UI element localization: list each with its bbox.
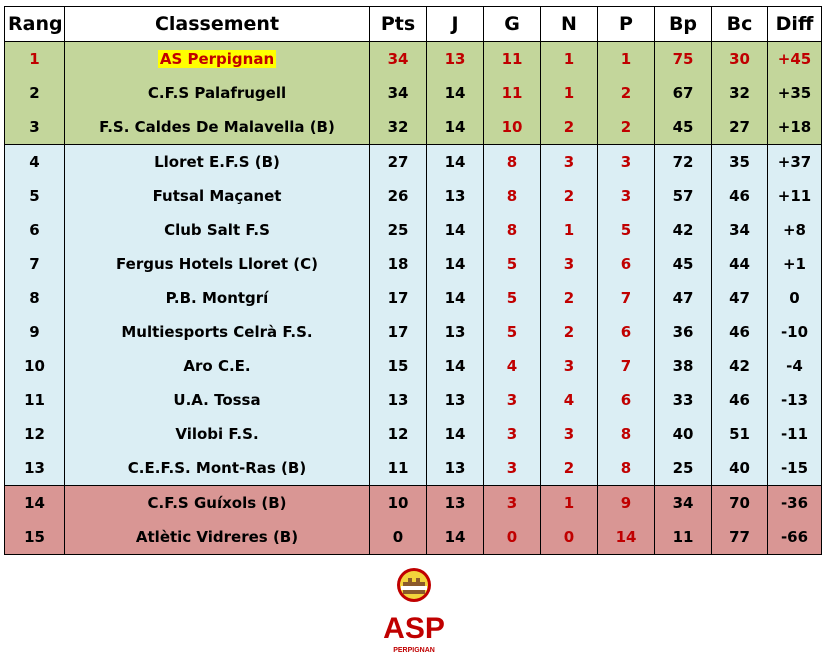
cell-g: 0 (484, 520, 541, 555)
cell-p: 6 (598, 247, 655, 281)
cell-pts: 25 (370, 213, 427, 247)
cell-p: 5 (598, 213, 655, 247)
cell-team: Club Salt F.S (65, 213, 370, 247)
cell-pts: 17 (370, 281, 427, 315)
table-row (5, 486, 822, 521)
cell-j: 13 (427, 383, 484, 417)
cell-n: 2 (541, 110, 598, 145)
cell-bp: 36 (655, 315, 712, 349)
cell-n: 0 (541, 520, 598, 555)
standings-table (4, 6, 822, 555)
table-row (5, 520, 822, 555)
cell-p: 8 (598, 417, 655, 451)
cell-n: 3 (541, 349, 598, 383)
cell-diff: +37 (768, 145, 822, 180)
cell-team: F.S. Caldes De Malavella (B) (65, 110, 370, 145)
cell-j: 14 (427, 281, 484, 315)
cell-n: 2 (541, 451, 598, 486)
cell-j: 14 (427, 247, 484, 281)
cell-p: 7 (598, 281, 655, 315)
cell-pts: 26 (370, 179, 427, 213)
cell-n: 3 (541, 247, 598, 281)
header-row (5, 7, 822, 42)
club-logo (379, 566, 449, 658)
cell-g: 4 (484, 349, 541, 383)
cell-pts: 12 (370, 417, 427, 451)
cell-n: 2 (541, 315, 598, 349)
cell-diff: +1 (768, 247, 822, 281)
cell-pts: 10 (370, 486, 427, 521)
cell-team: C.F.S Palafrugell (65, 76, 370, 110)
cell-n: 3 (541, 417, 598, 451)
cell-bc: 32 (712, 76, 768, 110)
header-classement: Classement (65, 7, 370, 42)
cell-bp: 40 (655, 417, 712, 451)
cell-bc: 47 (712, 281, 768, 315)
cell-diff: +8 (768, 213, 822, 247)
cell-pts: 13 (370, 383, 427, 417)
cell-bc: 70 (712, 486, 768, 521)
cell-pts: 11 (370, 451, 427, 486)
cell-p: 3 (598, 179, 655, 213)
cell-g: 3 (484, 417, 541, 451)
cell-g: 8 (484, 145, 541, 180)
cell-p: 2 (598, 110, 655, 145)
cell-n: 1 (541, 486, 598, 521)
cell-team: P.B. Montgrí (65, 281, 370, 315)
cell-bc: 35 (712, 145, 768, 180)
table-row (5, 417, 822, 451)
cell-pts: 27 (370, 145, 427, 180)
cell-bc: 30 (712, 42, 768, 77)
cell-diff: +11 (768, 179, 822, 213)
table-row (5, 213, 822, 247)
cell-g: 8 (484, 179, 541, 213)
cell-rang: 9 (5, 315, 65, 349)
table-row (5, 315, 822, 349)
cell-pts: 18 (370, 247, 427, 281)
cell-team: Vilobi F.S. (65, 417, 370, 451)
cell-bp: 25 (655, 451, 712, 486)
cell-team: Multiesports Celrà F.S. (65, 315, 370, 349)
header-pts: Pts (370, 7, 427, 42)
cell-g: 5 (484, 247, 541, 281)
club-crest-icon (397, 568, 431, 602)
cell-team: C.E.F.S. Mont-Ras (B) (65, 451, 370, 486)
cell-rang: 1 (5, 42, 65, 77)
cell-j: 14 (427, 110, 484, 145)
cell-bp: 33 (655, 383, 712, 417)
cell-diff: -66 (768, 520, 822, 555)
cell-bc: 46 (712, 383, 768, 417)
cell-rang: 13 (5, 451, 65, 486)
cell-bc: 46 (712, 179, 768, 213)
cell-g: 3 (484, 451, 541, 486)
cell-j: 13 (427, 486, 484, 521)
cell-bc: 34 (712, 213, 768, 247)
cell-team: Atlètic Vidreres (B) (65, 520, 370, 555)
cell-team: C.F.S Guíxols (B) (65, 486, 370, 521)
cell-p: 14 (598, 520, 655, 555)
cell-p: 8 (598, 451, 655, 486)
cell-diff: -36 (768, 486, 822, 521)
cell-team: Aro C.E. (65, 349, 370, 383)
cell-g: 11 (484, 76, 541, 110)
cell-diff: 0 (768, 281, 822, 315)
cell-bc: 44 (712, 247, 768, 281)
cell-pts: 0 (370, 520, 427, 555)
cell-j: 13 (427, 42, 484, 77)
cell-rang: 10 (5, 349, 65, 383)
cell-p: 3 (598, 145, 655, 180)
cell-pts: 34 (370, 42, 427, 77)
header-bc: Bc (712, 7, 768, 42)
cell-diff: +35 (768, 76, 822, 110)
logo-subtext: PERPIGNAN (393, 647, 435, 654)
cell-n: 3 (541, 145, 598, 180)
cell-bp: 38 (655, 349, 712, 383)
cell-j: 14 (427, 213, 484, 247)
header-g: G (484, 7, 541, 42)
cell-team: Futsal Maçanet (65, 179, 370, 213)
cell-pts: 32 (370, 110, 427, 145)
cell-rang: 12 (5, 417, 65, 451)
standings-wrapper (4, 6, 822, 555)
cell-team: Lloret E.F.S (B) (65, 145, 370, 180)
cell-pts: 34 (370, 76, 427, 110)
cell-j: 14 (427, 145, 484, 180)
cell-p: 1 (598, 42, 655, 77)
cell-diff: +45 (768, 42, 822, 77)
table-row (5, 383, 822, 417)
cell-n: 1 (541, 213, 598, 247)
table-row (5, 179, 822, 213)
cell-bp: 34 (655, 486, 712, 521)
cell-rang: 15 (5, 520, 65, 555)
table-row (5, 451, 822, 486)
cell-diff: -4 (768, 349, 822, 383)
cell-bp: 75 (655, 42, 712, 77)
cell-rang: 14 (5, 486, 65, 521)
cell-g: 5 (484, 281, 541, 315)
cell-rang: 6 (5, 213, 65, 247)
cell-bc: 46 (712, 315, 768, 349)
cell-diff: -10 (768, 315, 822, 349)
cell-g: 3 (484, 383, 541, 417)
cell-p: 7 (598, 349, 655, 383)
cell-p: 6 (598, 315, 655, 349)
cell-n: 1 (541, 42, 598, 77)
cell-bc: 42 (712, 349, 768, 383)
cell-j: 13 (427, 315, 484, 349)
cell-j: 14 (427, 76, 484, 110)
cell-g: 10 (484, 110, 541, 145)
cell-n: 2 (541, 179, 598, 213)
standings-body (5, 42, 822, 555)
cell-bp: 11 (655, 520, 712, 555)
cell-rang: 11 (5, 383, 65, 417)
table-row (5, 349, 822, 383)
table-row (5, 247, 822, 281)
cell-rang: 5 (5, 179, 65, 213)
cell-bc: 77 (712, 520, 768, 555)
cell-diff: -11 (768, 417, 822, 451)
cell-g: 3 (484, 486, 541, 521)
header-n: N (541, 7, 598, 42)
table-row (5, 281, 822, 315)
cell-p: 2 (598, 76, 655, 110)
cell-rang: 8 (5, 281, 65, 315)
cell-g: 8 (484, 213, 541, 247)
cell-n: 1 (541, 76, 598, 110)
cell-g: 5 (484, 315, 541, 349)
cell-p: 6 (598, 383, 655, 417)
cell-diff: -13 (768, 383, 822, 417)
cell-j: 13 (427, 451, 484, 486)
header-p: P (598, 7, 655, 42)
cell-n: 4 (541, 383, 598, 417)
table-row (5, 110, 822, 145)
cell-pts: 17 (370, 315, 427, 349)
cell-bp: 45 (655, 110, 712, 145)
header-diff: Diff (768, 7, 822, 42)
cell-rang: 7 (5, 247, 65, 281)
cell-bp: 57 (655, 179, 712, 213)
cell-pts: 15 (370, 349, 427, 383)
cell-bp: 45 (655, 247, 712, 281)
cell-j: 14 (427, 349, 484, 383)
cell-bc: 51 (712, 417, 768, 451)
highlighted-team-name: AS Perpignan (159, 50, 275, 68)
cell-n: 2 (541, 281, 598, 315)
cell-bp: 47 (655, 281, 712, 315)
cell-j: 13 (427, 179, 484, 213)
table-row (5, 76, 822, 110)
table-row (5, 42, 822, 77)
cell-diff: -15 (768, 451, 822, 486)
cell-team (65, 42, 370, 77)
logo-text: ASP (383, 612, 445, 645)
cell-bp: 42 (655, 213, 712, 247)
cell-j: 14 (427, 417, 484, 451)
cell-bp: 72 (655, 145, 712, 180)
cell-team: U.A. Tossa (65, 383, 370, 417)
cell-rang: 4 (5, 145, 65, 180)
cell-j: 14 (427, 520, 484, 555)
cell-rang: 2 (5, 76, 65, 110)
header-j: J (427, 7, 484, 42)
cell-bc: 27 (712, 110, 768, 145)
cell-p: 9 (598, 486, 655, 521)
cell-bp: 67 (655, 76, 712, 110)
cell-rang: 3 (5, 110, 65, 145)
cell-diff: +18 (768, 110, 822, 145)
cell-bc: 40 (712, 451, 768, 486)
table-row (5, 145, 822, 180)
cell-g: 11 (484, 42, 541, 77)
cell-team: Fergus Hotels Lloret (C) (65, 247, 370, 281)
header-bp: Bp (655, 7, 712, 42)
header-rang: Rang (5, 7, 65, 42)
